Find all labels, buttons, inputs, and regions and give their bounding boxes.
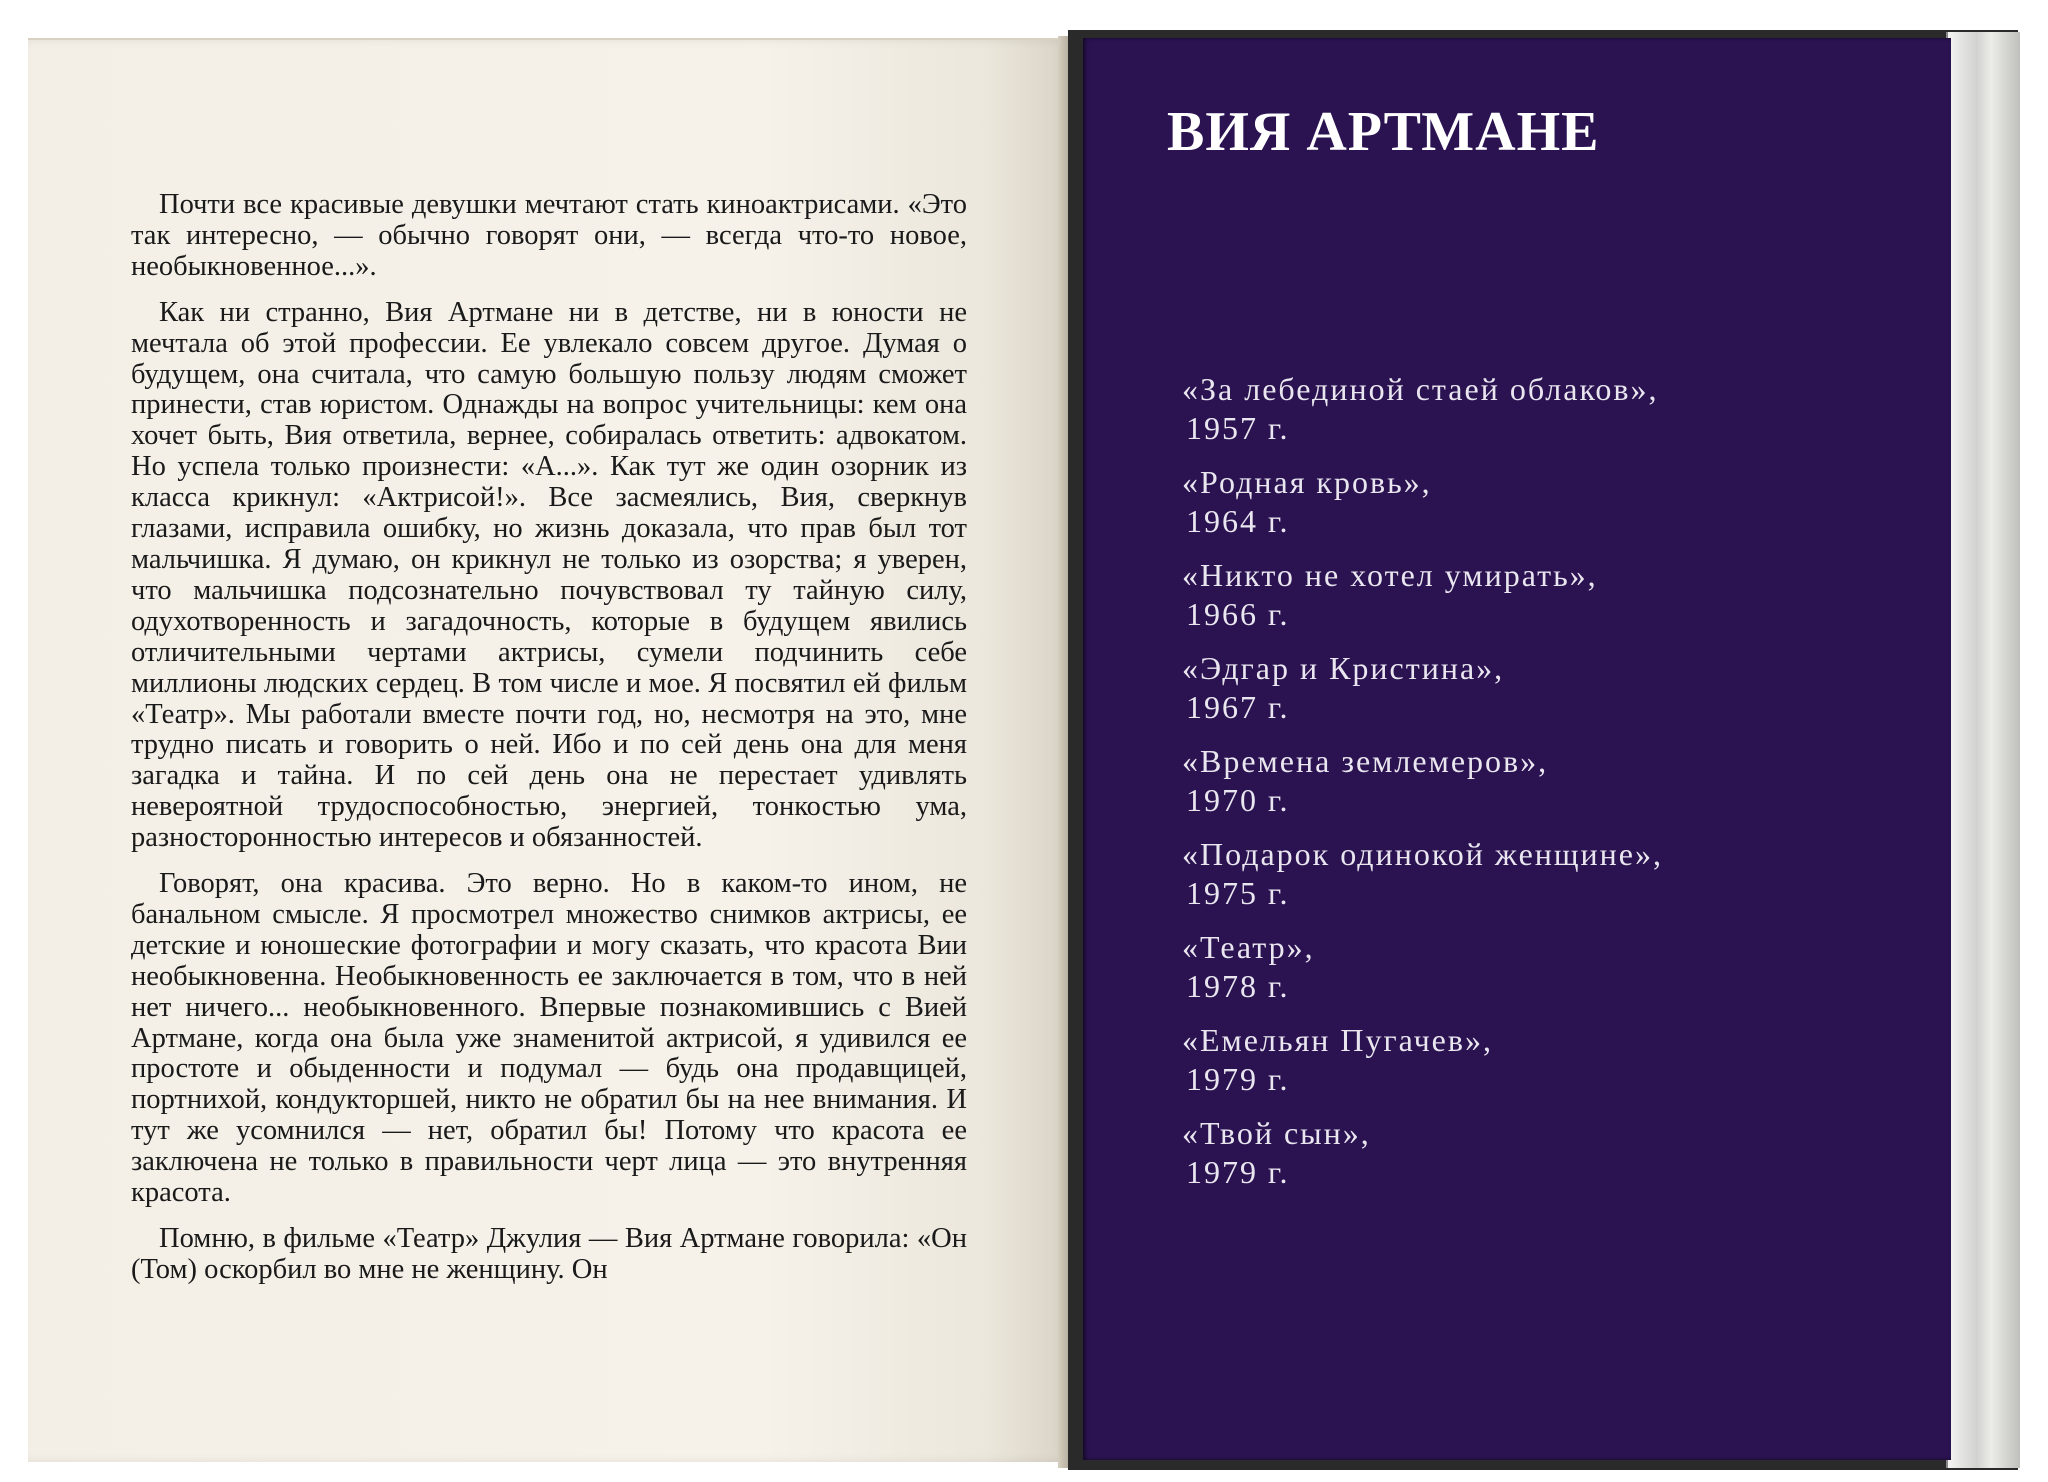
film-entry: [1182, 928, 1902, 1021]
film-title: «За лебединой стаей облаков»,: [1182, 371, 1659, 407]
film-year: 1979 г.: [1186, 1154, 1290, 1190]
film-title: «Родная кровь»,: [1182, 464, 1432, 500]
film-title: «Никто не хотел умирать»,: [1182, 557, 1598, 593]
film-entry: [1182, 1021, 1902, 1114]
film-year: 1975 г.: [1186, 875, 1290, 911]
film-title: «Эдгар и Кристина»,: [1182, 650, 1505, 686]
paragraph: Помню, в фильме «Театр» Джулия — Вия Артмане говорила: «Он (Том) оскорбил во мне не женщину. Он: [131, 1223, 967, 1285]
film-entry: [1182, 835, 1902, 928]
page-title: ВИЯ АРТМАНЕ: [1167, 101, 1600, 163]
film-entry: [1182, 742, 1902, 835]
film-title: «Подарок одинокой женщине»,: [1182, 836, 1663, 872]
paragraph: Как ни странно, Вия Артмане ни в детстве, ни в юности не мечтала об этой профессии. Ее увлекало совсем другое. Думая о будущем, она считала, что самую большую пользу людям сможет принести, став юристом. Однажды на вопрос учительницы: кем она хочет быть, Вия ответила, вернее, собиралась ответить: адвокатом. Но успела только произнести: «А...». Как тут же один озорник из класса крикнул: «Актрисой!». Все засмеялись, Вия, сверкнув глазами, исправила ошибку, но жизнь доказала, что прав был тот мальчишка. Я думаю, он крикнул не только из озорства; я уверен, что мальчишка подсознательно почувствовал ту тайную силу, одухотворенность и загадочность, которые в будущем явились отличительными чертами актрисы, сумели подчинить себе миллионы людских сердец. В том числе и мое. Я посвятил ей фильм «Театр». Мы работали вместе почти год, но, несмотря на это, мне трудно писать и говорить о ней. Ибо и по сей день она для меня загадка и тайна. И по сей день она не перестает удивлять невероятной трудоспособностью, энергией, тонкостью ума, разносторонностью интересов и обязанностей.: [131, 296, 967, 854]
filmography-list: [1182, 370, 1902, 1207]
film-year: 1957 г.: [1186, 410, 1290, 446]
film-entry: [1182, 556, 1902, 649]
essay-text: [131, 190, 967, 1301]
film-entry: [1182, 1114, 1902, 1207]
left-page: [28, 38, 1068, 1462]
film-title: «Емельян Пугачев»,: [1182, 1022, 1493, 1058]
film-entry: [1182, 463, 1902, 556]
paragraph: Почти все красивые девушки мечтают стать киноактрисами. «Это так интересно, — обычно говорят они, — всегда что-то новое, необыкновенное...».: [131, 189, 967, 282]
film-entry: [1182, 649, 1902, 742]
film-title: «Театр»,: [1182, 929, 1315, 965]
film-title: «Времена землемеров»,: [1182, 743, 1549, 779]
film-year: 1964 г.: [1186, 503, 1290, 539]
film-title: «Твой сын»,: [1182, 1115, 1371, 1151]
film-entry: [1182, 370, 1902, 463]
card-stack-edge: [1946, 32, 2020, 1468]
film-year: 1979 г.: [1186, 1061, 1290, 1097]
film-year: 1978 г.: [1186, 968, 1290, 1004]
film-year: 1966 г.: [1186, 596, 1290, 632]
film-year: 1970 г.: [1186, 782, 1290, 818]
paragraph: Говорят, она красива. Это верно. Но в каком-то ином, не банальном смысле. Я просмотрел множество снимков актрисы, ее детские и юношеские фотографии и могу сказать, что красота Вии необыкновенна. Необыкновенность ее заключается в том, что в ней нет ничего... необыкновенного. Впервые познакомившись с Вией Артмане, когда она была уже знаменитой актрисой, я удивился ее простоте и обыденности и подумал — будь она продавщицей, портнихой, кондукторшей, никто не обратил бы на нее внимания. И тут же усомнился — нет, обратил бы! Потому что красота ее заключена не только в правильности черт лица — это внутренняя красота.: [131, 868, 967, 1209]
film-year: 1967 г.: [1186, 689, 1290, 725]
